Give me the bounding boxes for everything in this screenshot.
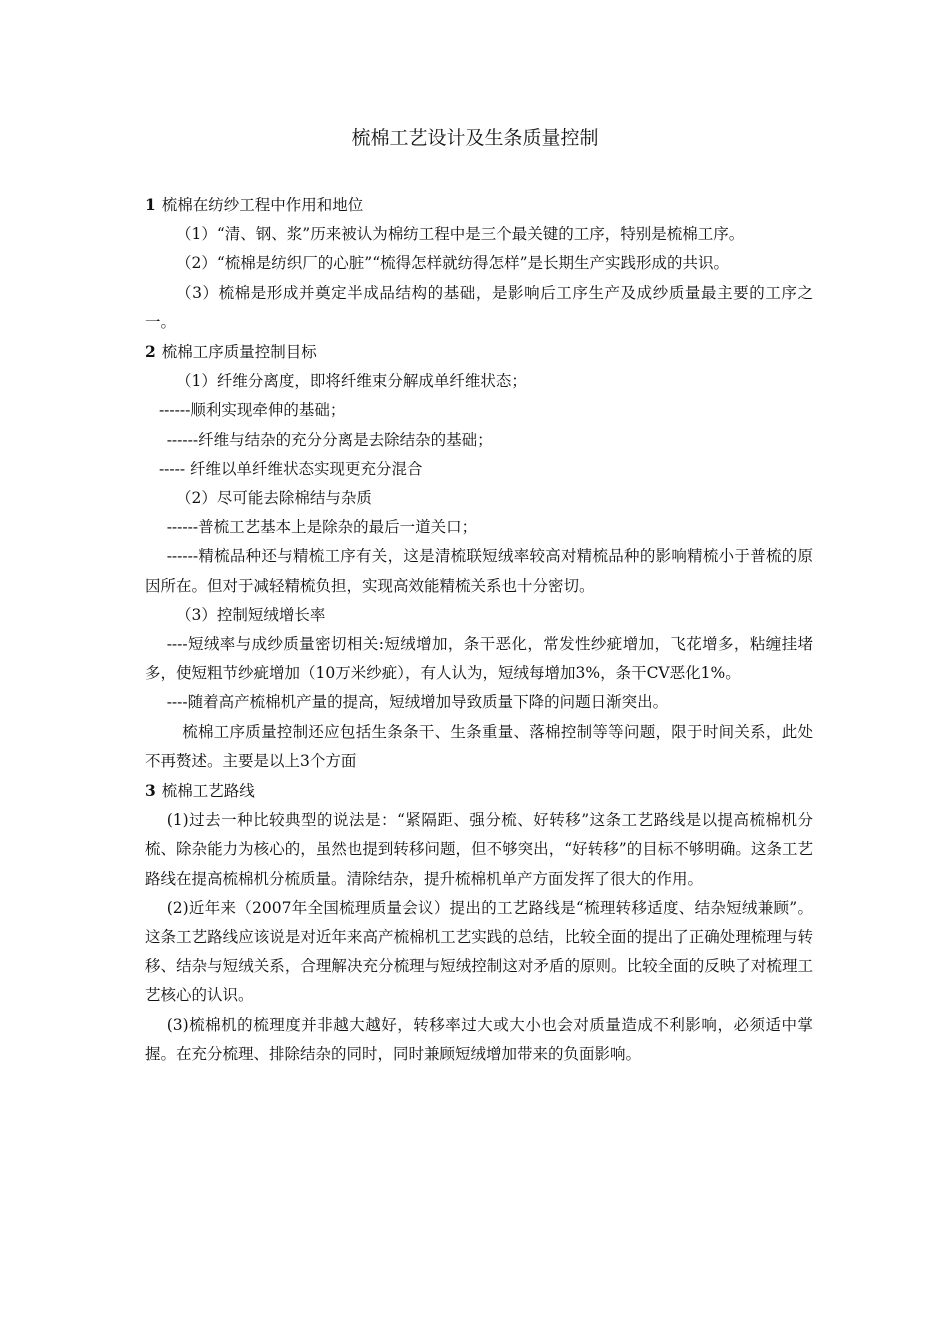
paragraph: ----随着高产梳棉机产量的提高，短绒增加导致质量下降的问题日渐突出。 [166,693,669,712]
paragraph: ----短绒率与成纱质量密切相关:短绒增加，条干恶化，常发性纱疵增加，飞花增多，粘缠挂堵多，使短粗节纱疵增加（10万米纱疵），有人认为，短绒每增加3%，条干CV恶化1%。 [145,635,813,683]
paragraph: (3)梳棉机的梳理度并非越大越好，转移率过大或大小也会对质量造成不利影响，必须适中掌握。在充分梳理、排除结杂的同时，同时兼顾短绒增加带来的负面影响。 [145,1015,813,1063]
paragraph: ------顺利实现牵伸的基础； [158,401,346,420]
section-heading [145,190,813,220]
paragraph: （3）梳棉是形成并奠定半成品结构的基础，是影响后工序生产及成纱质量最主要的工序之一。 [145,283,813,331]
paragraph: (2)近年来（2007年全国梳理质量会议）提出的工艺路线是“梳理转移适度、结杂短绒兼顾”。这条工艺路线应该说是对近年来高产梳棉机工艺实践的总结，比较全面的提出了正确处理梳理与转移、结杂与短绒关系，合理解决充分梳理与短绒控制这对矛盾的原则。比较全面的反映了对梳理工艺核心的认识。 [145,898,813,1005]
section-number: 3 [145,781,156,801]
section-heading-text: 梳棉在纺纱工程中作用和地位 [161,196,364,214]
paragraph: 梳棉工序质量控制还应包括生条条干、生条重量、落棉控制等等问题，限于时间关系，此处不再赘述。主要是以上3个方面 [145,722,813,770]
section-heading [145,337,813,367]
document-body [145,190,813,1069]
paragraph: ------纤维与结杂的充分分离是去除结杂的基础； [166,430,493,449]
section-heading [145,776,813,806]
paragraph: （2）“梳棉是纺织厂的心脏”“梳得怎样就纺得怎样”是长期生产实践形成的共识。 [176,254,730,273]
paragraph: （1）“清、钢、浆”历来被认为棉纺工程中是三个最关键的工序，特别是梳棉工序。 [176,225,745,244]
paragraph: (1)过去一种比较典型的说法是：“紧隔距、强分梳、好转移”这条工艺路线是以提高梳棉机分梳、除杂能力为核心的，虽然也提到转移问题，但不够突出，“好转移”的目标不够明确。这条工艺路线在提高梳棉机分梳质量。清除结杂，提升梳棉机单产方面发挥了很大的作用。 [145,811,813,888]
paragraph: ------普梳工艺基本上是除杂的最后一道关口； [166,518,478,537]
paragraph: （1）纤维分离度，即将纤维束分解成单纤维状态； [176,372,527,391]
paragraph: （2）尽可能去除棉结与杂质 [176,489,372,508]
section-heading-text: 梳棉工序质量控制目标 [161,343,317,362]
paragraph: ------精梳品种还与精梳工序有关，这是清梳联短绒率较高对精梳品种的影响精梳小于普梳的原因所在。但对于减轻精梳负担，实现高效能精梳关系也十分密切。 [145,547,813,595]
section-heading-text: 梳棉工艺路线 [161,782,255,801]
section-number: 2 [145,342,156,362]
paragraph: （3）控制短绒增长率 [176,605,326,624]
paragraph: ----- 纤维以单纤维状态实现更充分混合 [158,459,423,478]
page-title: 梳棉工艺设计及生条质量控制 [351,127,599,149]
section-number: 1 [145,195,156,214]
